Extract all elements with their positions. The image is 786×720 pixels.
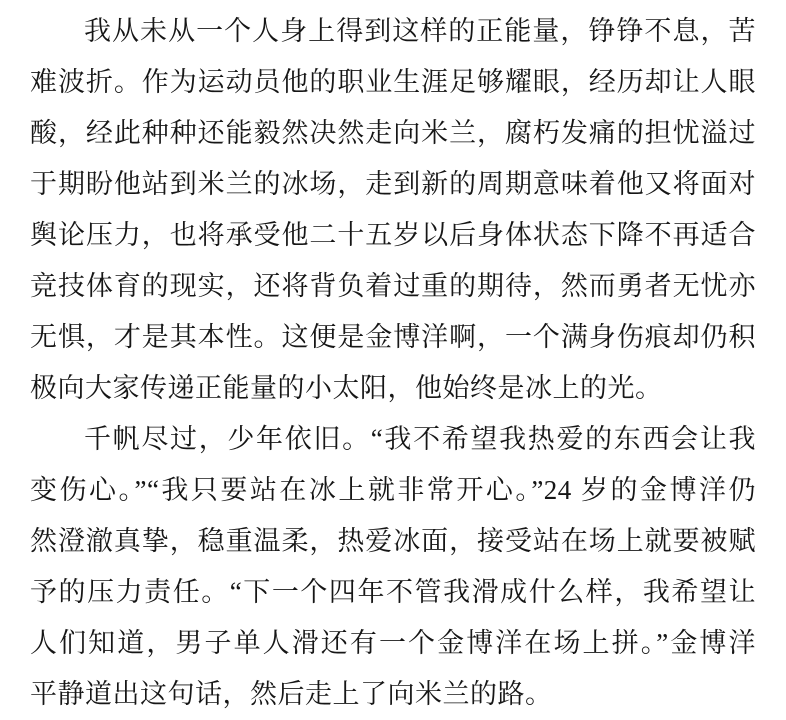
text-line: 于期盼他站到米兰的冰场，走到新的周期意味着他又将面对 xyxy=(30,169,756,199)
text-line: 人们知道，男子单人滑还有一个金博洋在场上拼。”金博洋 xyxy=(30,628,756,658)
text-line: 变伤心。”“我只要站在冰上就非常开心。”24 岁的金博洋仍 xyxy=(30,475,756,505)
text-line: 极向大家传递正能量的小太阳，他始终是冰上的光。 xyxy=(30,373,663,403)
paragraph-1 xyxy=(30,6,756,414)
text-line: 平静道出这句话，然后走上了向米兰的路。 xyxy=(30,679,553,709)
text-line: 竞技体育的现实，还将背负着过重的期待，然而勇者无忧亦 xyxy=(30,271,756,301)
text-line: 予的压力责任。“下一个四年不管我滑成什么样，我希望让 xyxy=(30,577,756,607)
paragraph-2 xyxy=(30,414,756,720)
text-line: 酸，经此种种还能毅然决然走向米兰，腐朽发痛的担忧溢过 xyxy=(30,118,756,148)
text-line: 然澄澈真挚，稳重温柔，热爱冰面，接受站在场上就要被赋 xyxy=(30,526,756,556)
text-line: 无惧，才是其本性。这便是金博洋啊，一个满身伤痕却仍积 xyxy=(30,322,756,352)
text-line: 舆论压力，也将承受他二十五岁以后身体状态下降不再适合 xyxy=(30,220,756,250)
text-line: 难波折。作为运动员他的职业生涯足够耀眼，经历却让人眼 xyxy=(30,67,756,97)
text-line: 我从未从一个人身上得到这样的正能量，铮铮不息，苦 xyxy=(84,16,756,46)
text-line: 千帆尽过，少年依旧。“我不希望我热爱的东西会让我 xyxy=(84,424,756,454)
